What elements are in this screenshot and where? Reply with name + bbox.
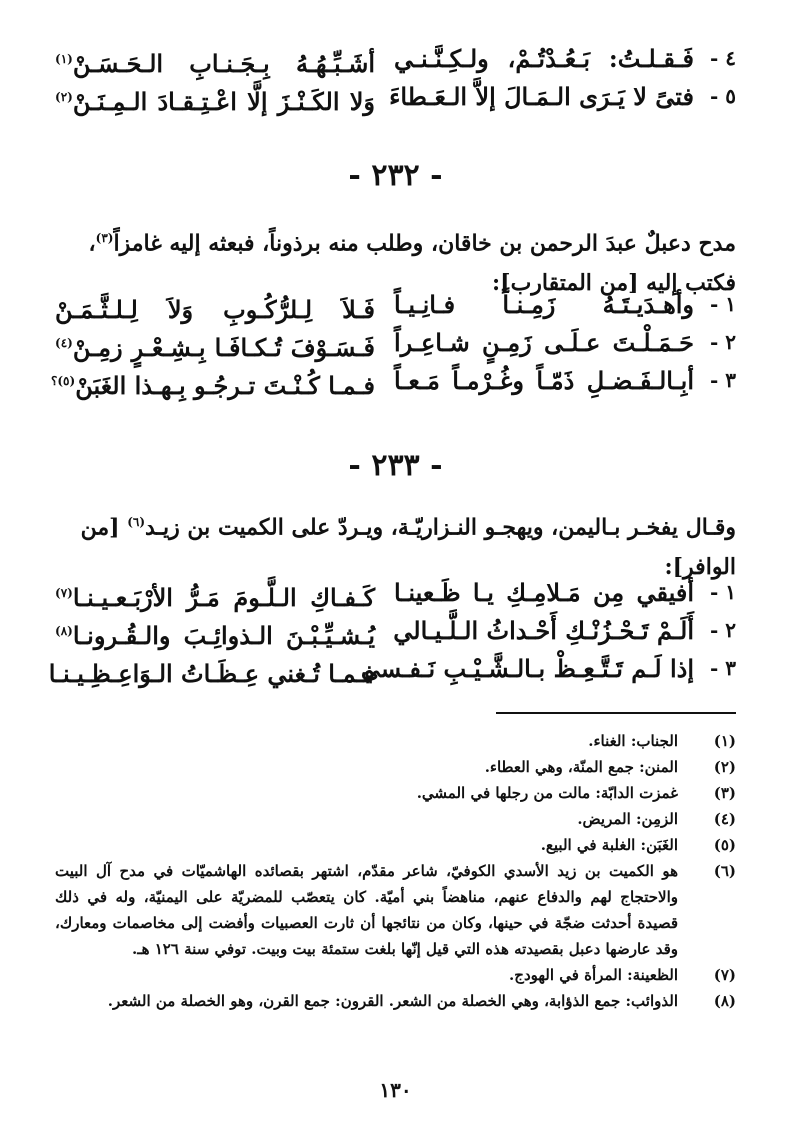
page-number: ١٣٠ bbox=[379, 1078, 412, 1102]
footnote-number: (٧) bbox=[713, 966, 736, 984]
footnote-number: (١) bbox=[713, 732, 736, 750]
verse-row bbox=[55, 42, 736, 80]
hemistich-text: فـمـا تُـغني عِـظَـاتُ الـوَاعِـظِـيـنـا bbox=[48, 659, 375, 688]
footnote-marker[interactable]: (٤) bbox=[55, 336, 73, 350]
verse-first-hemistich: أَلَـمْ تَـحْـزُنْـكِ أَحْـداثُ الـلَّـيـالي bbox=[393, 616, 694, 645]
footnote-marker[interactable]: (٨) bbox=[55, 624, 73, 638]
verse-number: ٣ - bbox=[709, 368, 736, 392]
footnote-item bbox=[55, 780, 736, 806]
footnote-text: غمزت الدابّة: مالت من رجلها في المشي. bbox=[416, 784, 678, 802]
verse-second-hemistich bbox=[55, 614, 375, 653]
footnote-separator bbox=[496, 712, 736, 714]
footnote-marker[interactable]: (٧) bbox=[55, 586, 73, 600]
footnote-item bbox=[55, 988, 736, 1014]
verse-first-hemistich: حَـمَـلْـتَ عـلَـى زَمِـنٍ شـاعِـراً bbox=[394, 328, 694, 357]
section-number: - ٢٣٣ - bbox=[348, 448, 443, 483]
verse-number: ٢ - bbox=[709, 330, 736, 354]
footnote-text: الجناب: الغناء. bbox=[588, 732, 678, 750]
verse-first-hemistich: فَـقـلـتُ: بَـعُـدْتُـمْ، ولـكِـنَّـنـي bbox=[394, 44, 694, 73]
verse-first-hemistich: إذا لَـم تَـتَّـعِـظْ بـالـشَّـيْـبِ نَـفـسي bbox=[360, 654, 694, 683]
footnote-number: (٦) bbox=[713, 862, 736, 880]
footnote-item bbox=[55, 858, 736, 962]
footnote-text: الذوائب: جمع الذؤابة، وهي الخصلة من الشعر. القرون: جمع القرن، وهو الخصلة من الشعر. bbox=[107, 992, 678, 1010]
verse-number: ١ - bbox=[709, 580, 736, 604]
hemistich-text: وَلا الكَـنْـزَ إلَّا اعْـتِـقـادَ الـمِـنَـنْ bbox=[72, 87, 375, 116]
footnote-item bbox=[55, 728, 736, 754]
footnote-number: (٢) bbox=[713, 758, 736, 776]
hemistich-text: فَـسَـوْفَ تُـكـافَـا بِـشِـعْـرٍ زمِـنْ bbox=[72, 333, 375, 362]
footnote-item bbox=[55, 962, 736, 988]
hemistich-text: كَـفـاكِ الـلَّـومَ مَـرُّ الأرْبَـعـيـنـا bbox=[72, 583, 375, 612]
verse-row bbox=[55, 326, 736, 364]
verse-number: ٥ - bbox=[709, 84, 736, 108]
verse-row bbox=[55, 614, 736, 652]
verse-second-hemistich bbox=[51, 364, 375, 403]
verse-row bbox=[55, 80, 736, 118]
intro-text: [من bbox=[80, 514, 128, 541]
footnote-text: الزمِن: المريض. bbox=[577, 810, 678, 828]
verse-second-hemistich bbox=[55, 80, 375, 119]
poem-233 bbox=[48, 576, 736, 690]
verse-first-hemistich: وأهـدَيـتَـهُ زَمِـنـاً فـانِـيـاً bbox=[394, 290, 694, 319]
hemistich-text: فـمـا كُـنْـتَ تـرجُـو بِـهـذا الغَبَنْ bbox=[75, 371, 375, 400]
verse-row bbox=[55, 288, 736, 326]
verse-row bbox=[55, 576, 736, 614]
section-intro bbox=[55, 502, 736, 587]
footnote-number: (٤) bbox=[713, 810, 736, 828]
footnote-item bbox=[55, 754, 736, 780]
verse-second-hemistich bbox=[55, 576, 375, 615]
verse-second-hemistich bbox=[55, 288, 375, 327]
footnote-number: (٨) bbox=[713, 992, 736, 1010]
verse-first-hemistich: أبِـالـفَـضـلِ ذَمّـاً وغُـرْمـاً مَـعـاً bbox=[394, 366, 694, 395]
footnote-marker[interactable]: (٦) bbox=[127, 515, 146, 529]
verse-number: ٤ - bbox=[709, 46, 736, 70]
hemistich-text: فَـلاَ لِـلرُّكُـوبِ وَلاَ لِـلـثَّـمَـنْ bbox=[55, 295, 375, 324]
intro-text: مدح دعبلٌ عبدَ الرحمن بن خاقان، وطلب منه برذوناً، فبعثه إليه غامزاً bbox=[113, 230, 736, 257]
poem-continuation bbox=[55, 42, 736, 118]
section-number: - ٢٣٢ - bbox=[348, 158, 443, 193]
footnote-number: (٣) bbox=[713, 784, 736, 802]
footnote-text: الظعينة: المرأة في الهودج. bbox=[509, 966, 678, 984]
intro-line: فكتب إليه [من المتقارب]: bbox=[492, 270, 736, 297]
verse-row bbox=[48, 652, 736, 690]
intro-line bbox=[55, 218, 736, 263]
footnote-marker[interactable]: (١) bbox=[55, 52, 73, 66]
footnote-marker[interactable]: (٢) bbox=[55, 90, 73, 104]
verse-second-hemistich bbox=[55, 42, 375, 81]
footnote-item bbox=[55, 806, 736, 832]
verse-first-hemistich: فتىً لا يَـرَى الـمَـالَ إلاَّ الـعَـطاءَ bbox=[389, 82, 694, 111]
footnote-marker[interactable]: (٣) bbox=[95, 231, 114, 245]
footnote-item bbox=[55, 832, 736, 858]
intro-text: وقـال يفخـر بـاليمن، ويهجـو النـزاريّـة، ويـردّ على الكميت بن زيـد bbox=[145, 514, 736, 541]
verse-number: ٣ - bbox=[709, 656, 736, 680]
hemistich-text: يُـشـيِّـبْـنَ الـذوائِـبَ والـقُـرونـا bbox=[72, 621, 375, 650]
intro-line bbox=[55, 502, 736, 547]
verse-number: ٢ - bbox=[709, 618, 736, 642]
hemistich-text: أشَـبِّـهُـهُ بِـجَـنـابِ الـحَـسَـنْ bbox=[72, 49, 375, 78]
footnote-marker[interactable]: (٥)؟ bbox=[51, 374, 76, 388]
footnote-text: المنن: جمع المنّة، وهي العطاء. bbox=[484, 758, 678, 776]
verse-number: ١ - bbox=[709, 292, 736, 316]
poem-232 bbox=[51, 288, 736, 402]
verse-second-hemistich bbox=[48, 652, 375, 691]
footnote-number: (٥) bbox=[713, 836, 736, 854]
intro-punct: ، bbox=[88, 230, 96, 257]
footnote-text: هو الكميت بن زيد الأسدي الكوفيّ، شاعر مقدّم، اشتهر بقصائده الهاشميّات في مدح آل البيت والاحتجاج لهم والدفاع عنهم، مناهضاً بني أميّة. كان يتعصّب للمضريّة على اليمنيّة، وله في ذلك قصيدة أحدثت ضجّة في حينها، وكان من نتائجها أن ثارت العصبيات وأفضت إلى مخاصمات ومعارك، وقد عارضها دعبل بقصيدته هذه التي قيل إنّها بلغت ستمئة بيت وبيت. توفي سنة ١٢٦ هـ. bbox=[55, 862, 678, 958]
verse-row bbox=[51, 364, 736, 402]
intro-line: الوافر]: bbox=[664, 554, 736, 581]
footnote-text: الغَبَن: الغلبة في البيع. bbox=[540, 836, 678, 854]
verse-first-hemistich: أفيقي مِن مَـلامِـكِ يـا ظَـعينـا bbox=[394, 578, 694, 607]
verse-second-hemistich bbox=[55, 326, 375, 365]
footnotes bbox=[55, 728, 736, 1014]
